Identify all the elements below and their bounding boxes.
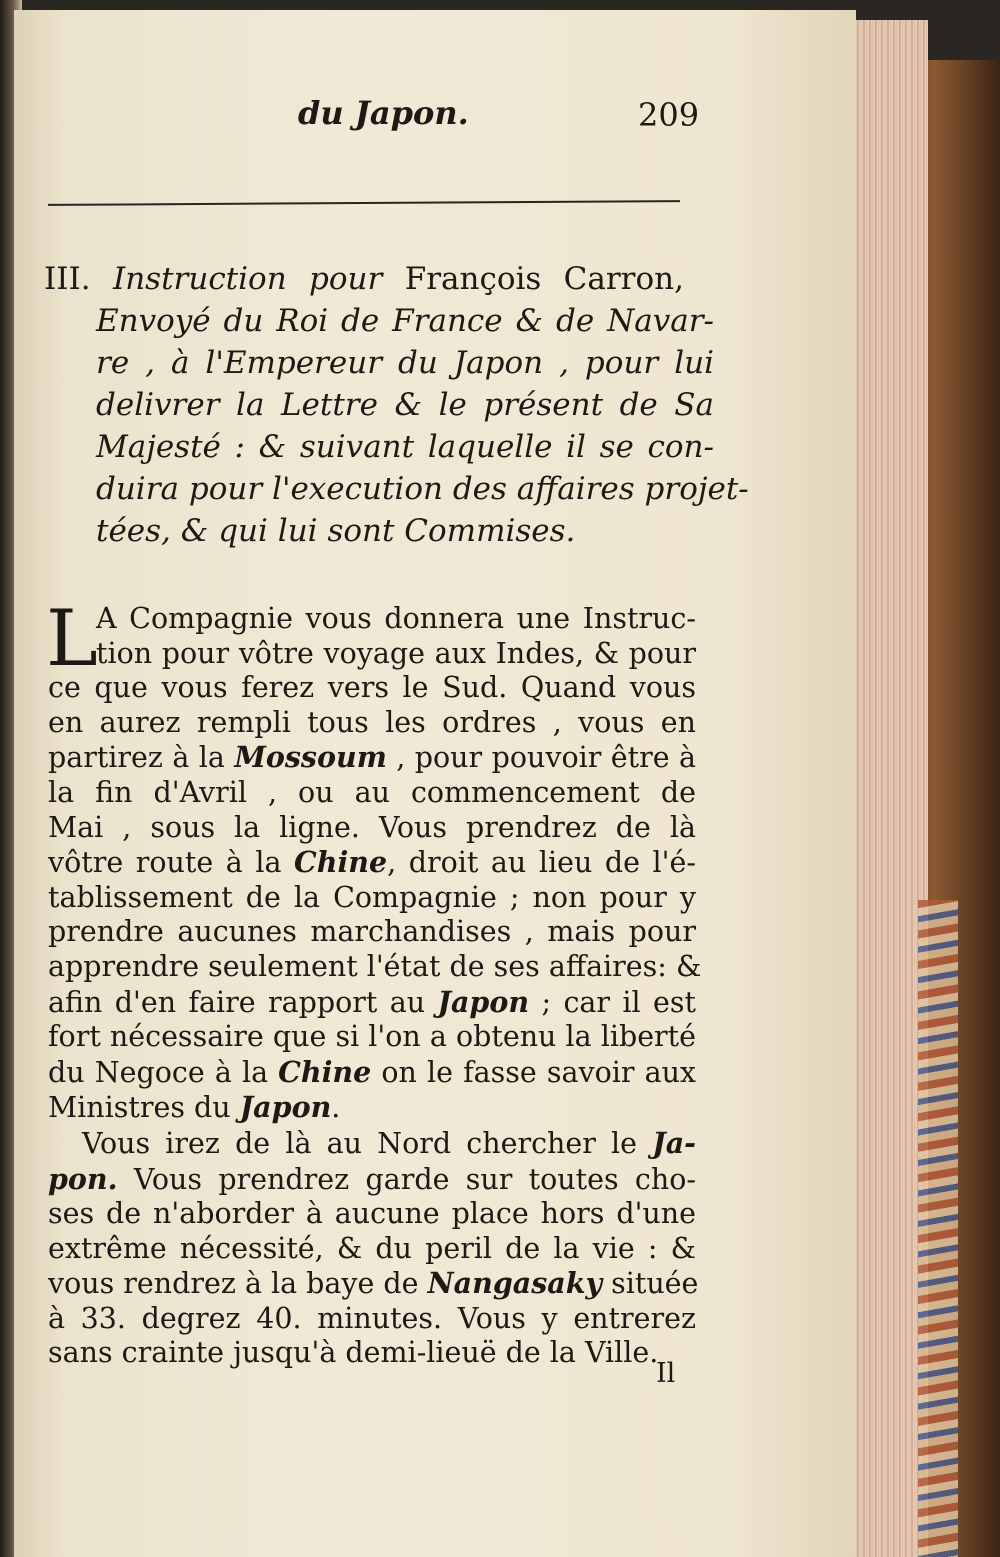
text-line: la fin d'Avril , ou au commencement de	[48, 775, 696, 809]
text-line: extrême nécessité, & du peril de la vie : &	[48, 1231, 696, 1265]
italic-name: pon.	[48, 1161, 118, 1196]
heading-italic: Instruction pour	[112, 261, 383, 297]
text-line: afin d'en faire rapport au Japon ; car il est	[48, 984, 696, 1019]
text-line: Ministres du Japon.	[48, 1090, 341, 1125]
italic-name: Chine	[278, 1054, 372, 1089]
running-head	[48, 80, 708, 150]
italic-name: Japon	[437, 984, 530, 1019]
text-line: partirez à la Mossoum , pour pouvoir être à	[48, 740, 696, 775]
text-line: apprendre seulement l'état de ses affaires: &	[48, 949, 702, 983]
paragraph	[48, 1125, 699, 1371]
text-line: prendre aucunes marchandises , mais pour	[48, 915, 696, 949]
page-number: 209	[638, 96, 700, 134]
heading-line: Majesté : & suivant laquelle il se con-	[96, 429, 714, 465]
text-line: Vous irez de là au Nord chercher le Ja-	[82, 1125, 696, 1160]
text-line: Mai , sous la ligne. Vous prendrez de là	[48, 810, 696, 844]
heading-line: re , à l'Empereur du Japon , pour lui	[96, 345, 714, 381]
italic-name: Nangasaky	[427, 1266, 603, 1301]
drop-cap: L	[46, 594, 98, 684]
heading-line: tées, & qui lui sont Commises.	[96, 513, 576, 549]
text-line: tablissement de la Compagnie ; non pour y	[48, 880, 696, 914]
header-rule	[48, 200, 680, 206]
text-line: ce que vous ferez vers le Sud. Quand vous	[48, 671, 696, 705]
text-line: en aurez rempli tous les ordres , vous en	[48, 705, 696, 739]
section-heading	[44, 258, 749, 552]
heading-line: delivrer la Lettre & le présent de Sa	[96, 387, 714, 423]
italic-name: Ja-	[652, 1125, 696, 1160]
catchword: Il	[656, 1358, 676, 1389]
heading-line	[44, 258, 684, 300]
text-line: du Negoce à la Chine on le fasse savoir aux	[48, 1054, 697, 1089]
text-line: sans crainte jusqu'à demi-lieuë de la Ville.	[48, 1336, 659, 1370]
book-page	[14, 10, 856, 1557]
text-line: ses de n'aborder à aucune place hors d'une	[48, 1197, 696, 1231]
text-line: vous rendrez à la baye de Nangasaky située	[48, 1266, 699, 1301]
heading-line: Envoyé du Roi de France & de Navar-	[96, 303, 714, 339]
page-edges	[848, 20, 928, 1557]
marbled-endpaper	[918, 900, 958, 1557]
heading-line: duira pour l'execution des affaires projet-	[96, 471, 749, 507]
body-text	[46, 594, 702, 1371]
text-line: vôtre route à la Chine, droit au lieu de l'é-	[48, 845, 696, 880]
heading-roman: François Carron,	[404, 261, 684, 297]
text-line: tion pour vôtre voyage aux Indes, & pour	[96, 636, 696, 670]
paragraph	[46, 594, 702, 1126]
italic-name: Japon	[239, 1090, 332, 1125]
running-head-title: du Japon.	[298, 94, 469, 132]
text-line: à 33. degrez 40. minutes. Vous y entrerez	[48, 1301, 696, 1335]
italic-name: Chine	[294, 845, 388, 880]
section-number: III.	[44, 261, 91, 297]
text-line: A Compagnie vous donnera une Instruc-	[96, 602, 696, 635]
italic-name: Mossoum	[234, 740, 387, 775]
text-line: fort nécessaire que si l'on a obtenu la liberté	[48, 1020, 696, 1054]
text-line: pon. Vous prendrez garde sur toutes cho-	[48, 1161, 696, 1196]
